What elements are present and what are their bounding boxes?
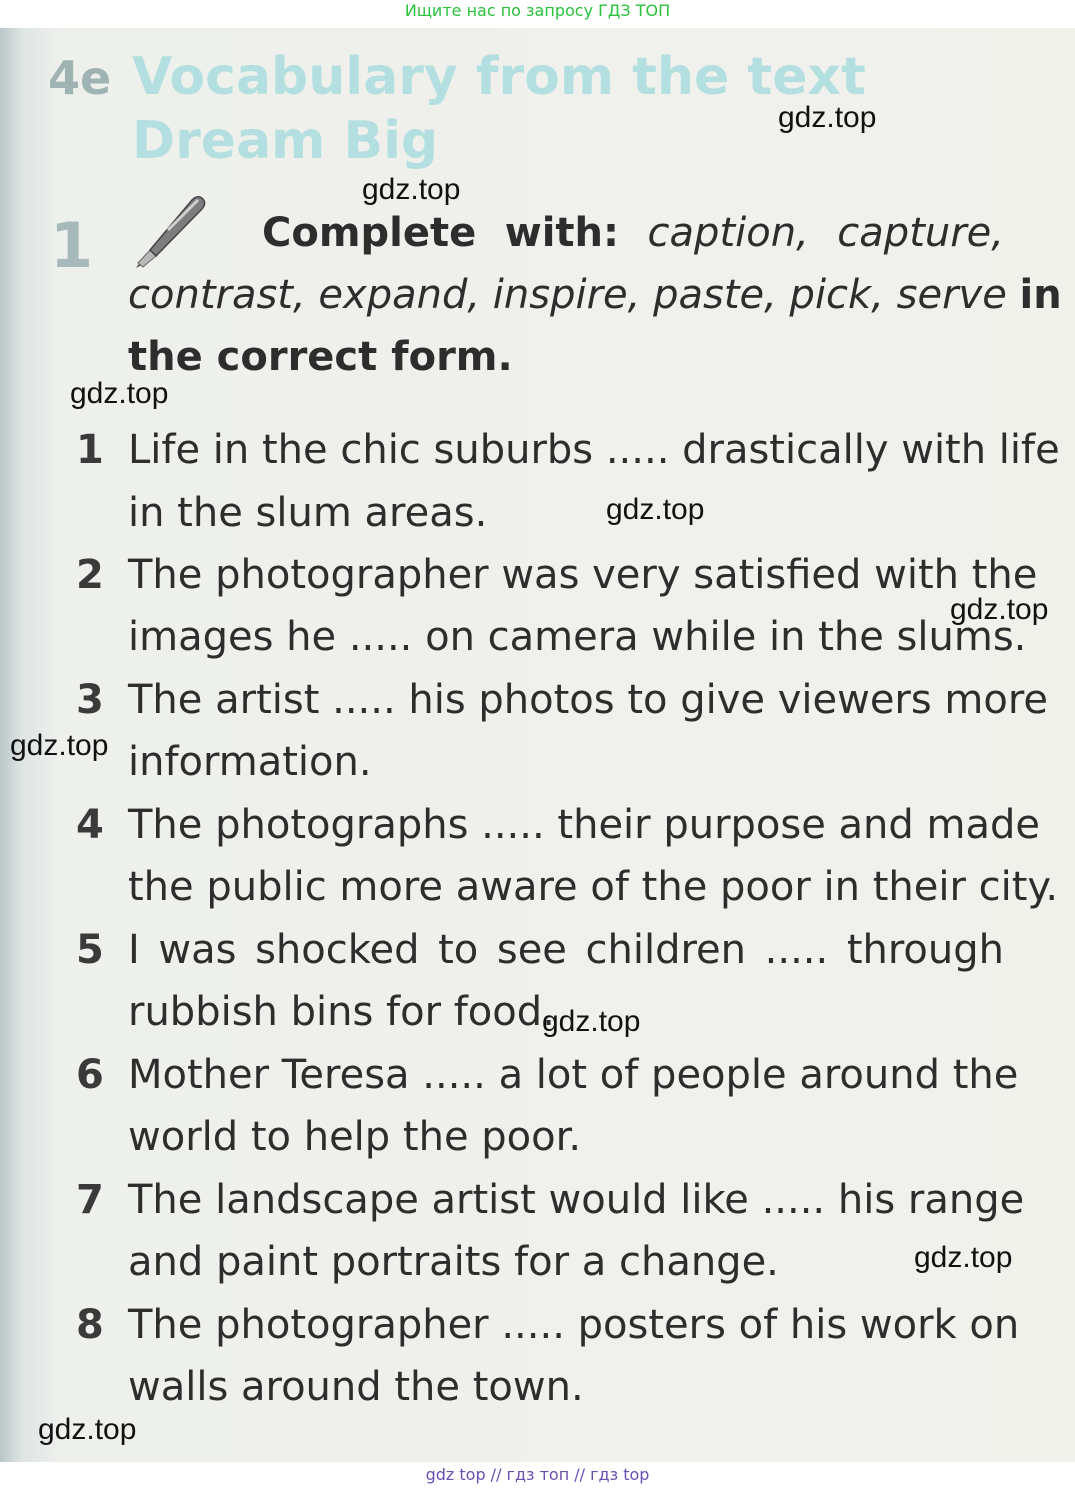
word-paste: paste, bbox=[653, 272, 777, 318]
item-6-line1: Mother Teresa ..... a lot of people around the bbox=[128, 1052, 1019, 1098]
item-2-line1: The photographer was very satisfied with the bbox=[128, 552, 1038, 598]
item-number: 6 bbox=[76, 1052, 104, 1098]
item-7-line2: and paint portraits for a change. bbox=[128, 1239, 779, 1285]
section-title-line1: Vocabulary from the text bbox=[132, 47, 866, 107]
section-title bbox=[132, 45, 866, 173]
watermark: gdz.top bbox=[914, 1241, 1013, 1274]
instruction-line2 bbox=[128, 270, 1062, 320]
item-number: 5 bbox=[76, 927, 104, 973]
top-banner[interactable]: Ищите нас по запросу ГДЗ ТОП bbox=[404, 1, 671, 20]
item-4-line2: the public more aware of the poor in their city. bbox=[128, 864, 1059, 910]
item-5-line1: I was shocked to see children ..... through bbox=[128, 927, 1004, 973]
item-1-line2: in the slum areas. bbox=[128, 490, 488, 536]
watermark: gdz.top bbox=[70, 377, 169, 410]
word-expand: expand, bbox=[318, 272, 481, 318]
item-number: 7 bbox=[76, 1177, 104, 1223]
item-number: 3 bbox=[76, 677, 104, 723]
item-number: 4 bbox=[76, 802, 104, 848]
word-contrast: contrast, bbox=[128, 272, 306, 318]
exercise-number: 1 bbox=[50, 209, 94, 282]
instruction-line1 bbox=[262, 208, 1004, 258]
item-number: 2 bbox=[76, 552, 104, 598]
item-number: 1 bbox=[76, 427, 104, 473]
pen-icon bbox=[128, 190, 212, 270]
word-serve: serve bbox=[896, 272, 1007, 318]
watermark: gdz.top bbox=[606, 493, 705, 526]
instruction-verb: Complete bbox=[262, 210, 477, 256]
watermark: gdz.top bbox=[950, 593, 1049, 626]
word-pick: pick, bbox=[789, 272, 884, 318]
watermark: gdz.top bbox=[542, 1005, 641, 1038]
word-capture: capture, bbox=[837, 210, 1004, 256]
item-5-line2: rubbish bins for food. bbox=[128, 989, 555, 1035]
item-8-line2: walls around the town. bbox=[128, 1364, 584, 1410]
item-3-line1: The artist ..... his photos to give viewers more bbox=[128, 677, 1049, 723]
bottom-banner[interactable]: gdz top // гдз топ // гдз top bbox=[425, 1465, 650, 1484]
instruction-line3: the correct form. bbox=[128, 334, 513, 380]
item-1-line1: Life in the chic suburbs ..... drastically with life bbox=[128, 427, 1060, 473]
item-8-line1: The photographer ..... posters of his work on bbox=[128, 1302, 1020, 1348]
section-title-line2: Dream Big bbox=[132, 111, 439, 171]
instruction-in: in bbox=[1019, 272, 1062, 318]
item-7-line1: The landscape artist would like ..... his range bbox=[128, 1177, 1025, 1223]
watermark: gdz.top bbox=[38, 1413, 137, 1446]
watermark: gdz.top bbox=[10, 729, 109, 762]
watermark: gdz.top bbox=[362, 173, 461, 206]
instruction-with: with: bbox=[504, 210, 620, 256]
item-2-line2: images he ..... on camera while in the slums. bbox=[128, 614, 1027, 660]
watermark: gdz.top bbox=[778, 101, 877, 134]
word-inspire: inspire, bbox=[492, 272, 641, 318]
word-caption: caption, bbox=[647, 210, 809, 256]
item-6-line2: world to help the poor. bbox=[128, 1114, 582, 1160]
section-number: 4e bbox=[48, 51, 112, 105]
item-4-line1: The photographs ..... their purpose and made bbox=[128, 802, 1040, 848]
item-3-line2: information. bbox=[128, 739, 372, 785]
item-number: 8 bbox=[76, 1302, 104, 1348]
